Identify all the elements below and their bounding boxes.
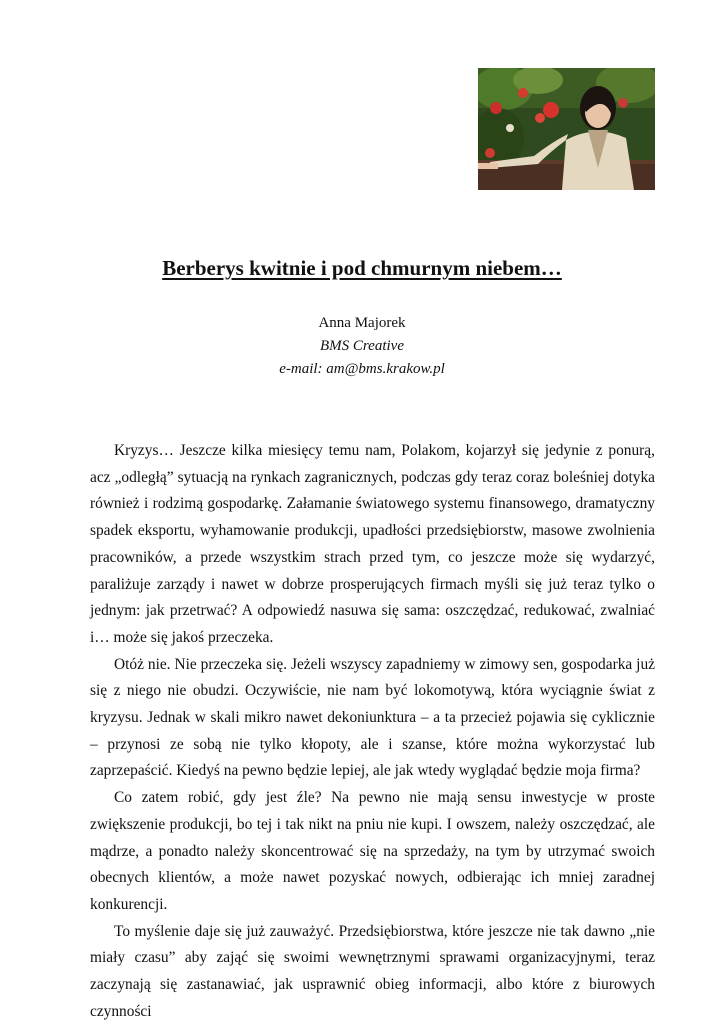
author-email: e-mail: am@bms.krakow.pl bbox=[279, 361, 445, 377]
byline bbox=[0, 312, 724, 381]
author-name: Anna Majorek bbox=[318, 315, 406, 331]
paragraph: Co zatem robić, gdy jest źle? Na pewno nie mają sensu inwestycje w proste zwiększenie produkcji, bo tej i tak nikt na pniu nie kupi. I owszem, należy oszczędzać, ale mądrze, a ponadto należy skoncentrować się na sprzedaży, na tym by utrzymać swoich obecnych klientów, a może nawet pozyskać nowych, odbierając ich mniej zaradnej konkurencji. bbox=[90, 789, 655, 913]
author-photo bbox=[478, 68, 655, 190]
paragraph: To myślenie daje się już zauważyć. Przedsiębiorstwa, które jeszcze nie tak dawno „nie miały czasu” aby zająć się swoimi wewnętrznymi sprawami organizacyjnymi, teraz zaczynają się zastanawiać, jak usprawnić obieg informacji, albo które z biurowych czynności bbox=[90, 922, 655, 1020]
paragraph: Kryzys… Jeszcze kilka miesięcy temu nam, Polakom, kojarzył się jedynie z ponurą, acz „odległą” sytuacją na rynkach zagranicznych, podczas gdy teraz coraz boleśniej dotyka również i rodzimą gospodarkę. Załamanie światowego systemu finansowego, dramatyczny spadek eksportu, wyhamowanie produkcji, upadłości przedsiębiorstw, masowe zwolnienia pracowników, a przede wszystkim strach przed tym, co jeszcze może się wydarzyć, paraliżuje zarządy i nawet w dobrze prosperujących firmach myśli się już teraz tylko o jednym: jak przetrwać? A odpowiedź nasuwa się sama: oszczędzać, redukować, zwalniać i… może się jakoś przeczeka. bbox=[90, 442, 655, 646]
article-body bbox=[90, 438, 655, 1025]
paragraph: Otóż nie. Nie przeczeka się. Jeżeli wszyscy zapadniemy w zimowy sen, gospodarka już się z niego nie obudzi. Oczywiście, nie nam być lokomotywą, która wyciągnie świat z kryzysu. Jednak w skali mikro nawet dekoniunktura – a ta przecież pojawia się cyklicznie – przynosi ze sobą nie tylko kłopoty, ale i szanse, które można wykorzystać lub zaprzepaścić. Kiedyś na pewno będzie lepiej, ale jak wtedy wyglądać będzie moja firma? bbox=[90, 655, 655, 780]
company-name: BMS Creative bbox=[319, 338, 404, 354]
article-title: Berberys kwitnie i pod chmurnym niebem… bbox=[162, 256, 562, 280]
